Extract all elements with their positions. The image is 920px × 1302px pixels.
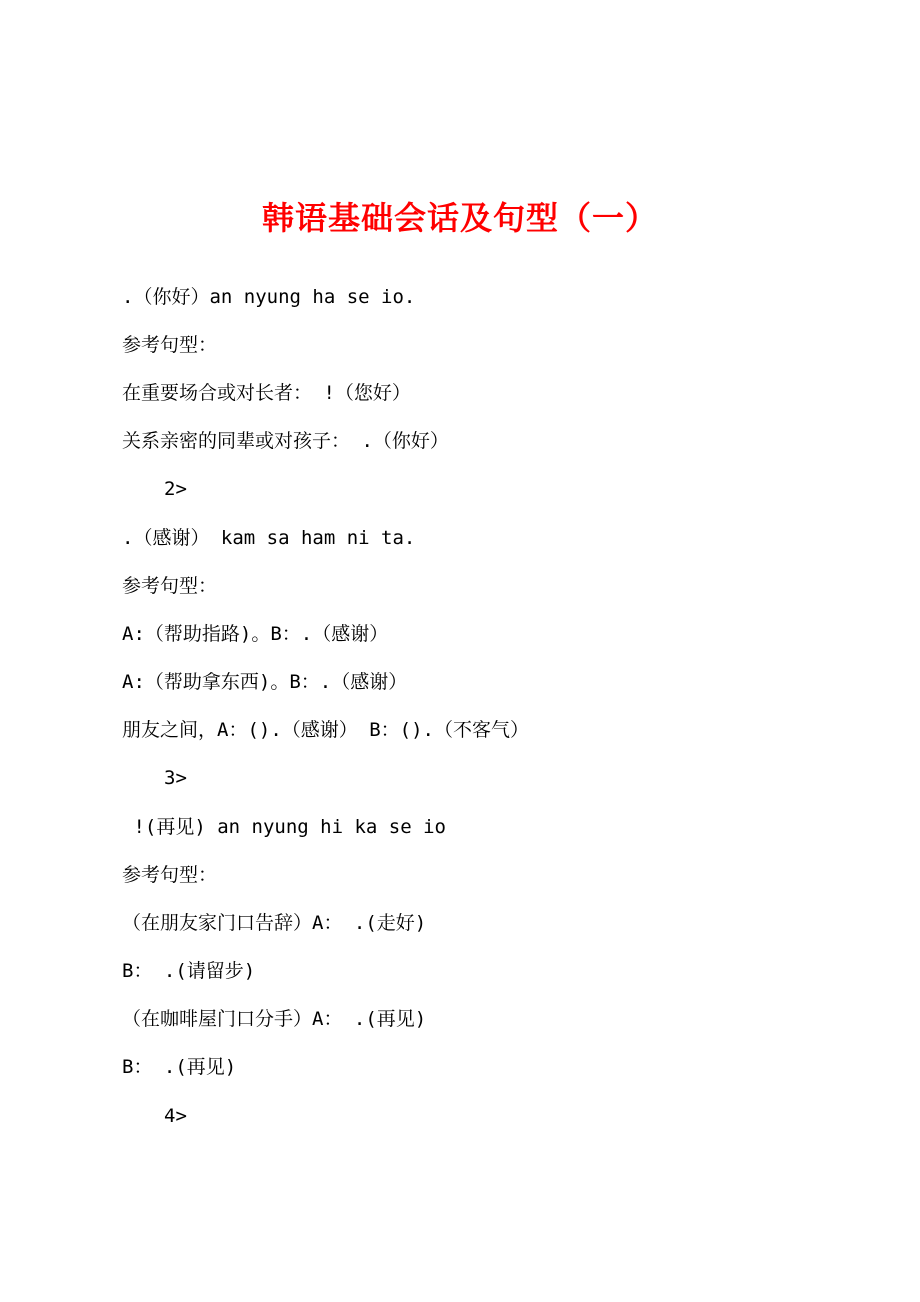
text-line: 参考句型： [122,575,218,597]
text-line: 朋友之间，A：().（感谢） B：().（不客气） [122,719,529,741]
text-line: 关系亲密的同辈或对孩子： .（你好） [122,430,449,452]
text-line: .（你好）an nyung ha se io. [122,286,416,308]
text-line: （在朋友家门口告辞）A： .(走好) [122,912,427,934]
section-number: 3> [164,767,187,789]
document-title: 韩语基础会话及句型（一） [261,199,658,237]
text-line: .（感谢） kam sa ham ni ta. [122,527,416,549]
text-line: B： .(再见) [122,1056,237,1078]
text-line: !(再见) an nyung hi ka se io [122,816,446,838]
text-line: A:（帮助指路)。B：.（感谢） [122,623,389,645]
section-number: 2> [164,478,187,500]
text-line: （在咖啡屋门口分手）A： .(再见) [122,1008,427,1030]
text-line: A:（帮助拿东西)。B：.（感谢） [122,671,408,693]
text-line: 参考句型： [122,864,218,886]
section-number: 4> [164,1105,187,1127]
text-line: 参考句型： [122,334,218,356]
text-line: 在重要场合或对长者： !（您好） [122,382,411,404]
text-line: B： .(请留步) [122,960,256,982]
